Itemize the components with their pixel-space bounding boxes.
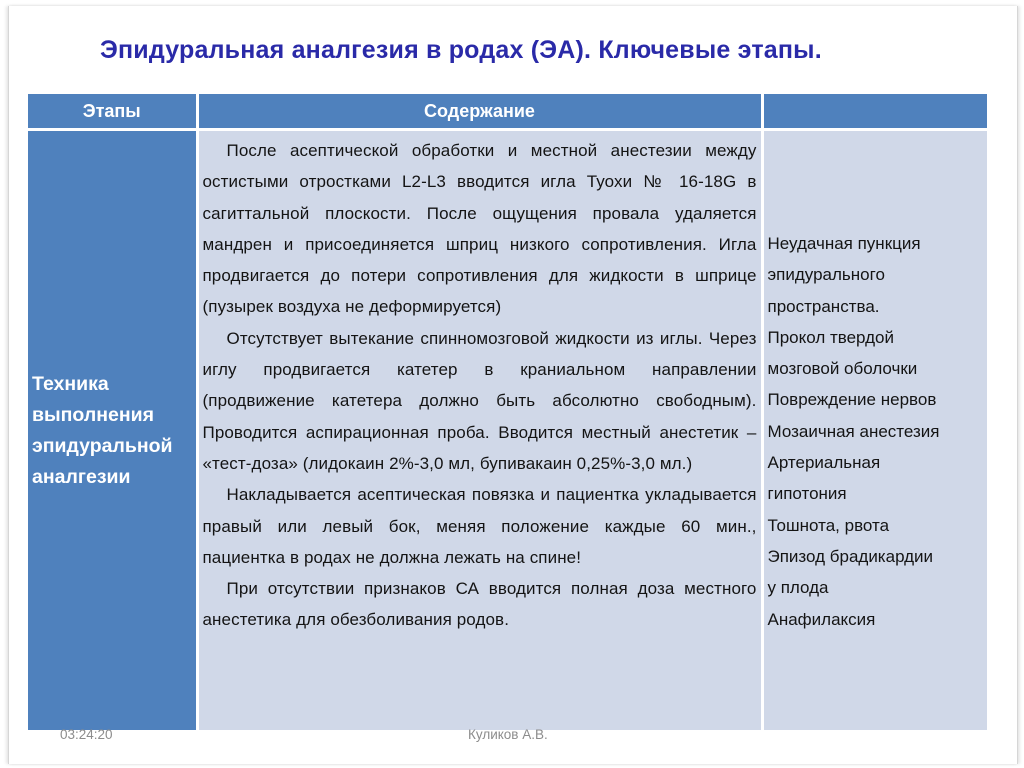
complication-line: Мозаичная анестезия [767,421,940,441]
stages-table [28,94,987,730]
complication-line: Анафилаксия [767,609,876,629]
content-cell [197,130,762,731]
complication-line: Прокол твердой [767,327,894,347]
complication-line: Тошнота, рвота [767,515,890,535]
stage-cell [28,130,197,731]
complication-line: гипотония [767,484,847,504]
slide-title: Эпидуральная аналгезия в родах (ЭА). Ключевые этапы. [100,36,822,64]
complication-line: Неудачная пункция [767,234,921,253]
stage-name: Техника выполнения эпидуральной аналгезии [32,372,173,488]
complication-line: эпидурального [767,265,885,285]
complication-line: Эпизод брадикардии [767,546,934,566]
complication-line: пространства. [767,296,880,316]
content-paragraph: Отсутствует вытекание спинномозговой жидкости из иглы. Через иглу продвигается катетер в краниальном направлении (продвижение катетера должно быть абсолютно свободным). Проводится аспирационная проба. Вводится местный анестетик – «тест-доза» (лидокаин 2%-3,0 мл, бупивакаин 0,25%-3,0 мл.) [202,328,757,473]
table-header-row [28,94,987,130]
footer-time: 03:24:20 [60,727,113,742]
content-paragraph: При отсутствии признаков СА вводится полная доза местного анестетика для обезболивания родов. [202,579,757,630]
complications-cell [762,130,987,731]
content-paragraph: Накладывается асептическая повязка и пациентка укладывается правый или левый бок, меняя положение каждые 60 мин., пациентка в родах не должна лежать на спине! [202,485,757,567]
complication-line: у плода [767,578,829,598]
content-paragraph: После асептической обработки и местной анестезии между остистыми отростками L2-L3 вводится игла Туохи № 16-18G в сагиттальной плоскости. После ощущения провала удаляется мандрен и присоединяется шприц низкого сопротивления. Игла продвигается до потери сопротивления для жидкости в шприце (пузырек воздуха не деформируется) [202,141,757,317]
table-row [28,130,987,731]
complication-line: Повреждение нервов [767,390,937,410]
complication-line: мозговой оболочки [767,359,918,379]
complication-line: Артериальная [767,453,881,473]
header-complications [762,94,987,130]
footer-author: Куликов А.В. [468,727,548,742]
header-content: Содержание [197,94,762,130]
header-stages: Этапы [28,94,197,130]
